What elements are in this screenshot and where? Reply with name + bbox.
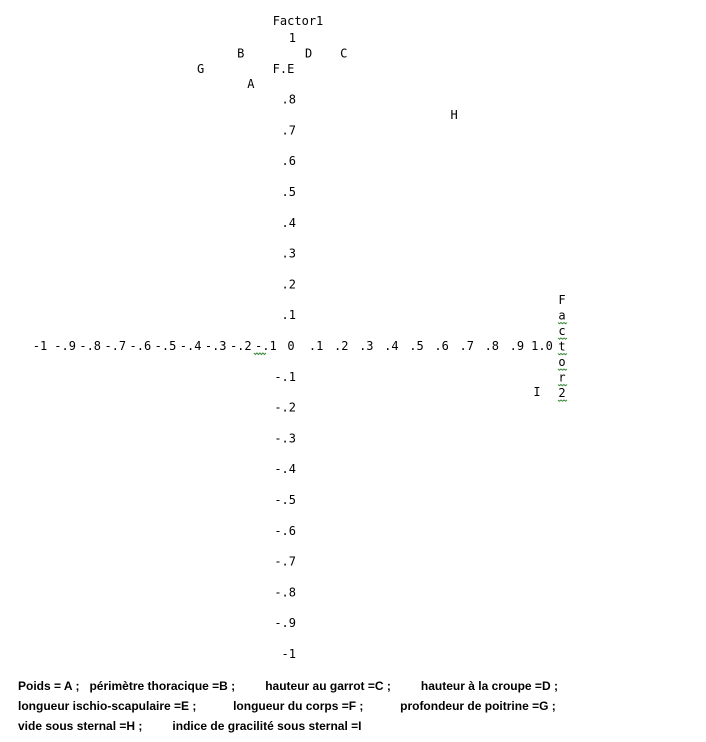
legend-item-h: vide sous sternal =H ; [18, 719, 143, 733]
x-axis-title-letter: c [558, 324, 566, 338]
x-tick-label: .3 [359, 339, 374, 353]
x-tick-label: -.7 [104, 339, 127, 353]
x-axis-title-letter: t [558, 339, 566, 354]
y-tick-label: .8 [281, 92, 296, 107]
x-tick-label: .1 [308, 339, 324, 353]
point-g: G [197, 61, 205, 76]
spellcheck-underline [254, 353, 266, 355]
x-tick-label: .7 [459, 339, 474, 353]
x-tick-label: .6 [434, 339, 449, 353]
variable-legend [18, 676, 698, 736]
x-tick-label: .5 [409, 339, 424, 353]
point-fe: F.E [272, 61, 295, 76]
x-tick-label: -.3 [204, 339, 227, 353]
y-tick-label: .2 [281, 277, 296, 292]
spellcheck-underline [558, 400, 567, 401]
y-axis-title: Factor1 [272, 14, 324, 28]
y-tick-label: -.1 [274, 369, 296, 384]
legend-item-d: hauteur à la croupe =D ; [420, 679, 558, 693]
y-tick-label: .7 [281, 123, 296, 138]
x-tick-label: -.1 [255, 339, 277, 353]
y-tick-label: .3 [281, 246, 296, 261]
point-h: H [450, 108, 458, 122]
point-b: B [237, 46, 245, 61]
x-axis-title-letter: o [558, 355, 566, 369]
legend-item-a: Poids = A ; [18, 679, 80, 693]
x-tick-label: -.5 [154, 339, 177, 353]
point-a: A [247, 77, 255, 92]
y-tick-label: -.7 [274, 554, 296, 569]
legend-item-b: périmètre thoracique =B ; [89, 679, 236, 693]
x-tick-label: -.6 [129, 339, 152, 353]
x-tick-label: 1.0 [531, 339, 553, 353]
x-axis-title-letter: a [558, 308, 566, 323]
x-axis-title [558, 293, 567, 401]
x-axis-title-letter: r [558, 370, 566, 385]
y-tick-label: .5 [281, 185, 296, 199]
y-tick-label: .1 [281, 308, 296, 323]
y-tick-label: 1 [288, 31, 296, 45]
x-tick-label: .9 [509, 339, 525, 353]
y-tick-label: -.9 [274, 616, 296, 631]
x-tick-label: .4 [384, 339, 399, 353]
y-tick-label: -.6 [274, 523, 296, 538]
legend-item-g: profondeur de poitrine =G ; [400, 699, 556, 713]
y-tick-label: .4 [281, 215, 296, 230]
x-tick-label: -.9 [54, 339, 76, 353]
x-axis-title-letter: 2 [558, 386, 566, 400]
legend-item-c: hauteur au garrot =C ; [265, 679, 391, 693]
legend-item-i: indice de gracilité sous sternal =I [172, 719, 362, 733]
x-tick-label: -.2 [229, 339, 252, 353]
y-tick-label: -1 [281, 647, 296, 661]
x-tick-label: -1 [32, 339, 48, 353]
y-tick-label: -.2 [274, 400, 296, 415]
x-tick-label: -.4 [179, 339, 202, 353]
point-d: D [304, 46, 313, 61]
x-axis-ticks [33, 339, 553, 355]
legend-item-e: longueur ischio-scapulaire =E ; [18, 699, 197, 713]
x-tick-label: .2 [333, 339, 349, 353]
y-tick-label: .6 [281, 154, 296, 169]
point-c: C [340, 46, 348, 61]
x-axis-title-letter: F [558, 293, 566, 307]
x-tick-label: 0 [287, 339, 295, 353]
x-tick-label: .8 [484, 339, 500, 353]
legend-item-f: longueur du corps =F ; [233, 699, 364, 713]
point-i: I [533, 385, 541, 400]
y-tick-label: -.5 [274, 493, 296, 507]
y-tick-label: -.4 [274, 462, 296, 477]
y-tick-label: -.8 [274, 585, 296, 600]
y-tick-label: -.3 [274, 431, 296, 446]
x-tick-label: -.8 [79, 339, 102, 353]
